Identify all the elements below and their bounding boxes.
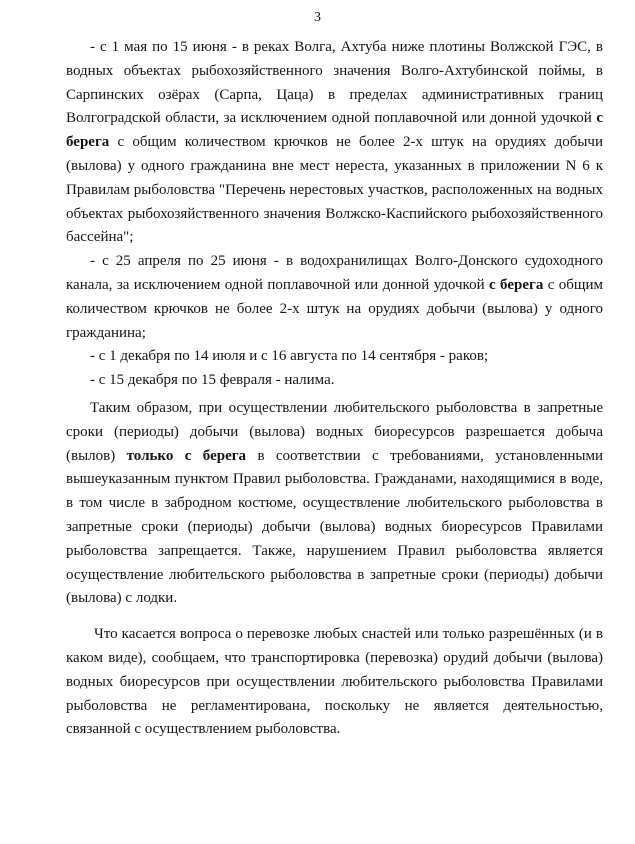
- bold-emphasis: с берега: [66, 110, 603, 151]
- paragraph-conclusion: [66, 397, 603, 611]
- paragraph-text: в соответствии с требованиями, установленными вышеуказанным пунктом Правил рыболовства. Гражданами, находящимися в воде, в том числе в забродном костюме, осуществление любительского рыболовства в запретные сроки (периоды) добычи (вылова) водных биоресурсов Правилами рыболовства запрещается. Также, нарушением Правил рыболовства является осуществление любительского рыболовства в запретные сроки (периоды) добычи (вылова) с лодки.: [66, 447, 603, 607]
- paragraph-text: - с 25 апреля по 25 июня - в водохранилищах Волго-Донского судоходного канала, за исключением одной поплавочной или донной удочкой: [66, 253, 603, 293]
- paragraph-volgo-don-restriction: [66, 250, 603, 345]
- paragraph-transport: Что касается вопроса о перевозке любых снастей или только разрешённых (и в каком виде), сообщаем, что транспортировка (перевозка) орудий добычи (вылова) водных биоресурсов при осуществлении любительского рыболовства Правилами рыболовства не регламентирована, поскольку не является деятельностью, связанной с осуществлением рыболовства.: [66, 626, 603, 738]
- paragraph-text: - с 1 мая по 15 июня - в реках Волга, Ахтуба ниже плотины Волжской ГЭС, в водных объектах рыбохозяйственного значения Волго-Ахтубинской поймы, в Сарпинских озёрах (Сарпа, Цаца) в пределах административных границ Волгоградской области, за исключением одной поплавочной или донной удочкой: [66, 39, 603, 127]
- paragraph-text: с общим количеством крючков не более 2-х штук на орудиях добычи (вылова) у одного гражданина;: [66, 276, 604, 341]
- document-body: [66, 36, 603, 742]
- paragraph-text: с общим количеством крючков не более 2-х штук на орудиях добычи (вылова) у одного гражданина вне мест нереста, указанных в приложении N 6 к Правилам рыболовства "Перечень нерестовых участков, расположенных на водных объектах рыбохозяйственного значения Волжско-Каспийского рыбохозяйственного бассейна";: [66, 134, 603, 246]
- paragraph-text: Таким образом, при осуществлении любительского рыболовства в запретные сроки (периоды) добычи (вылова) водных биоресурсов разрешается добыча (вылов): [66, 399, 603, 464]
- paragraph-volga-restriction: [66, 36, 603, 250]
- page-number: 3: [314, 10, 321, 25]
- bold-emphasis: с берега: [489, 276, 544, 293]
- bold-emphasis: только с берега: [126, 447, 247, 464]
- paragraph-burbot-restriction: - с 15 декабря по 15 февраля - налима.: [90, 372, 335, 389]
- paragraph-crayfish-restriction: - с 1 декабря по 14 июля и с 16 августа по 14 сентября - раков;: [90, 348, 489, 365]
